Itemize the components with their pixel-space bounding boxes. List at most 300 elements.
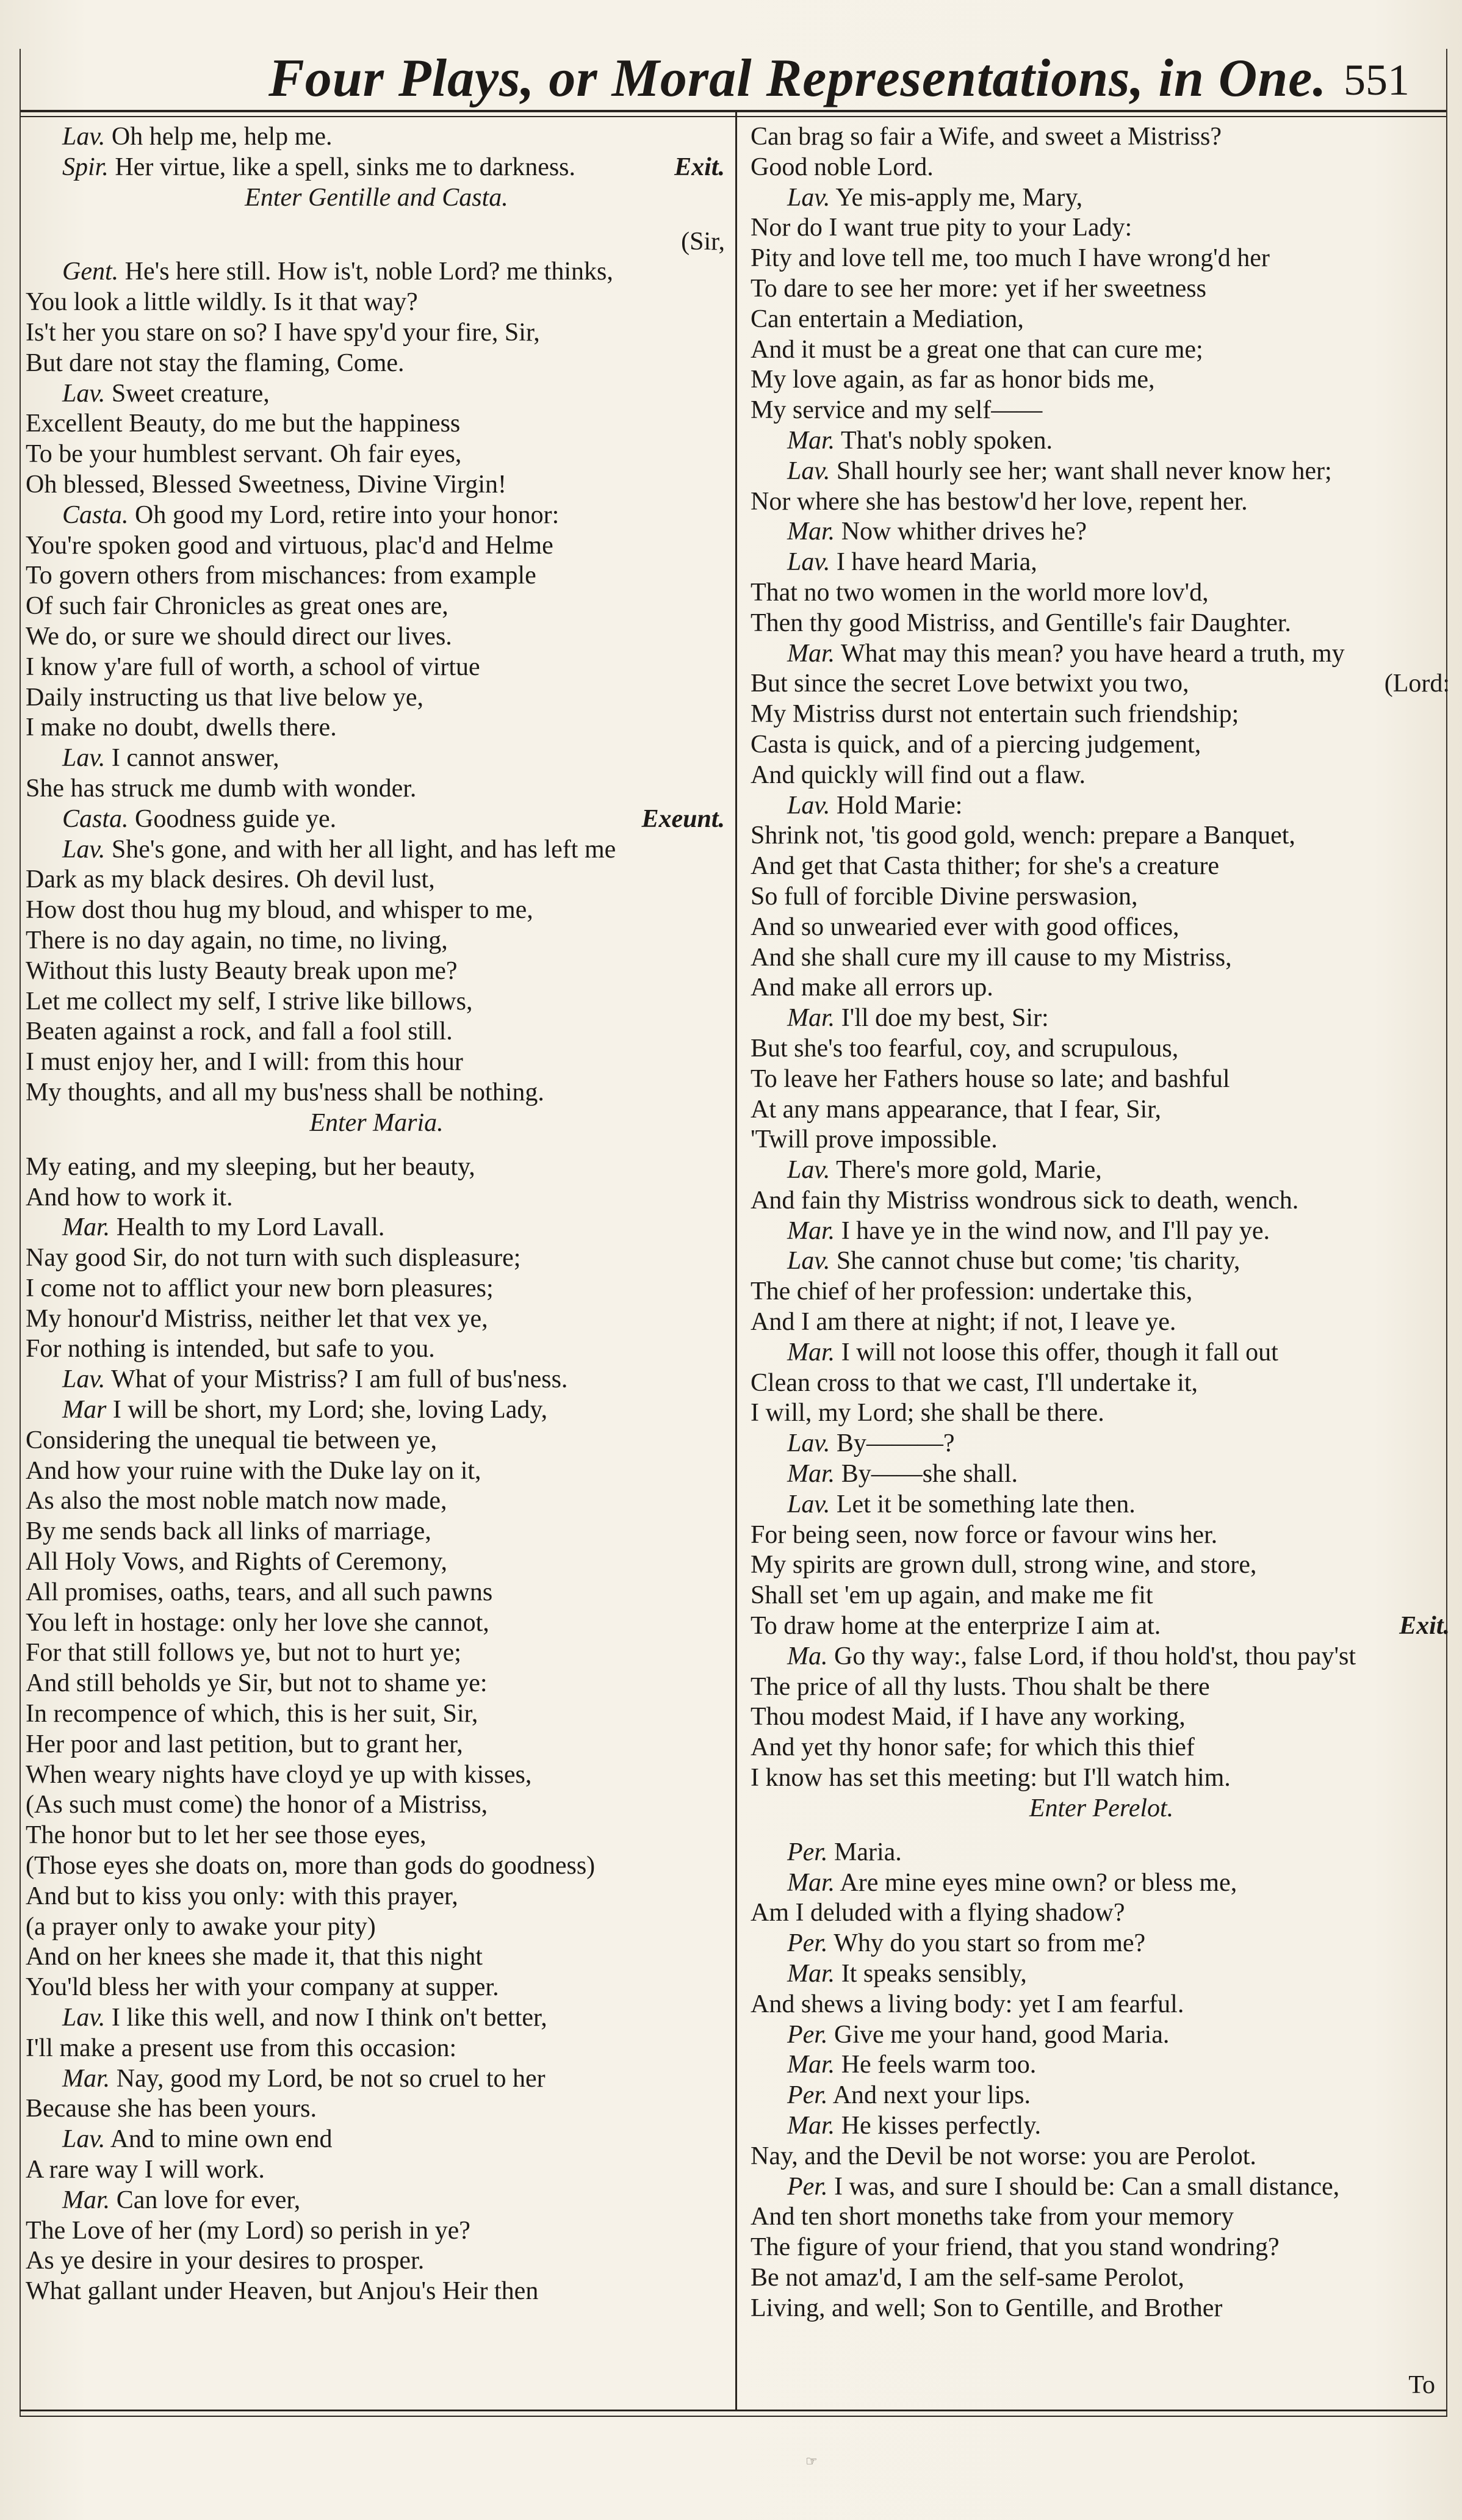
catchword: To [1408, 2371, 1435, 2399]
line-text: That's nobly spoken. [840, 426, 1053, 455]
line-text: I will not loose this offer, though it fall out [841, 1338, 1278, 1367]
verse-line [751, 1186, 1452, 1216]
verse-line [26, 439, 727, 470]
verse-line [751, 1838, 1452, 1868]
verse-line [26, 652, 727, 683]
verse-line [26, 1183, 727, 1213]
speaker-prefix: Lav. [62, 1365, 106, 1394]
line-text: Ye mis-apply me, Mary, [835, 183, 1083, 212]
speaker-prefix: Mar. [787, 639, 835, 668]
line-text: Because she has been yours. [26, 2095, 317, 2123]
margin-note: (Lord: [1384, 670, 1450, 698]
speaker-prefix: Lav. [62, 2004, 106, 2032]
speaker-prefix: Mar. [787, 2051, 835, 2079]
verse-line [751, 457, 1452, 487]
speaker-prefix: Spir. [62, 153, 109, 181]
line-text: I make no doubt, dwells there. [26, 713, 337, 742]
line-text: Pity and love tell me, too much I have wrong'd her [751, 244, 1270, 273]
speaker-prefix: Lav. [787, 457, 830, 485]
verse-line [26, 1790, 727, 1821]
line-text: Oh blessed, Blessed Sweetness, Divine Virgin! [26, 470, 507, 499]
line-text: By——she shall. [841, 1460, 1018, 1489]
line-text: Can entertain a Mediation, [751, 305, 1024, 333]
verse-line [26, 1851, 727, 1882]
line-text: By———? [836, 1429, 955, 1458]
line-text: We do, or sure we should direct our lives. [26, 622, 452, 651]
verse-line [26, 287, 727, 318]
line-text: My love again, as far as honor bids me, [751, 366, 1155, 394]
line-text: A rare way I will work. [26, 2156, 265, 2184]
line-text: To be your humblest servant. Oh fair eyes, [26, 440, 462, 469]
speaker-prefix: Mar. [62, 2064, 110, 2093]
column-divider [735, 111, 737, 2411]
verse-line [26, 2064, 727, 2095]
verse-line [751, 244, 1452, 274]
speaker-prefix: Lav. [787, 1156, 830, 1185]
line-text: Good noble Lord. [751, 153, 934, 181]
verse-line [751, 1003, 1452, 1034]
verse-line [26, 379, 727, 410]
verse-line [26, 470, 727, 500]
verse-line [751, 882, 1452, 912]
speaker-prefix: Lav. [62, 2125, 106, 2154]
line-text: The Love of her (my Lord) so perish in ye? [26, 2216, 470, 2245]
line-text: In recompence of which, this is her suit, Sir, [26, 1700, 478, 1728]
verse-line [751, 1459, 1452, 1490]
verse-line [26, 1821, 727, 1851]
verse-line [751, 639, 1452, 670]
line-text: I must enjoy her, and I will: from this hour [26, 1048, 463, 1077]
speaker-prefix: Mar. [62, 2186, 110, 2214]
line-text: I'll make a present use from this occasion: [26, 2034, 457, 2062]
verse-line [26, 1760, 727, 1791]
line-text: Shall set 'em up again, and make me fit [751, 1581, 1153, 1610]
verse-line [751, 2233, 1452, 2263]
margin-note: Exeunt. [641, 804, 725, 833]
speaker-prefix: Lav. [787, 548, 830, 577]
verse-line [26, 1078, 727, 1108]
verse-line [751, 487, 1452, 518]
verse-line [26, 1973, 727, 2003]
verse-line [751, 1763, 1452, 1794]
verse-line [26, 743, 727, 774]
line-text: Let it be something late then. [836, 1490, 1136, 1518]
verse-line [751, 517, 1452, 547]
verse-line [26, 1669, 727, 1699]
speaker-prefix: Mar. [787, 518, 835, 546]
verse-line [751, 153, 1452, 183]
line-text: As ye desire in your desires to prosper. [26, 2247, 425, 2275]
verse-line [26, 1395, 727, 1426]
speaker-prefix: Casta. [62, 804, 129, 833]
verse-line [26, 1882, 727, 1912]
line-text: Beaten against a rock, and fall a fool still. [26, 1017, 453, 1046]
line-text: I'll doe my best, Sir: [841, 1004, 1049, 1033]
verse-line [26, 2125, 727, 2155]
verse-line [26, 1486, 727, 1517]
line-text: (Those eyes she doats on, more than gods do goodness) [26, 1852, 596, 1880]
line-text: Shrink not, 'tis good gold, wench: prepare a Banquet, [751, 821, 1295, 850]
line-text: As also the most noble match now made, [26, 1487, 447, 1515]
margin-note: Exit. [1399, 1612, 1450, 1641]
verse-line [751, 1868, 1452, 1899]
line-text: Then thy good Mistriss, and Gentille's fair Daughter. [751, 608, 1291, 637]
line-text: So full of forcible Divine perswasion, [751, 882, 1138, 911]
line-text: Excellent Beauty, do me but the happiness [26, 410, 461, 438]
line-text: Sweet creature, [111, 379, 270, 408]
verse-line [26, 1047, 727, 1078]
line-text: Is't her you stare on so? I have spy'd your fire, Sir, [26, 318, 540, 347]
line-text: What gallant under Heaven, but Anjou's Heir then [26, 2277, 539, 2306]
line-text: And next your lips. [832, 2081, 1031, 2110]
speaker-prefix: Per. [787, 2020, 828, 2049]
verse-line [751, 2172, 1452, 2203]
line-text: I was, and sure I should be: Can a small distance, [834, 2172, 1340, 2201]
verse-line [751, 1125, 1452, 1155]
stage-direction [751, 1794, 1452, 1838]
verse-line [751, 973, 1452, 1003]
verse-line [751, 395, 1452, 426]
verse-line [26, 987, 727, 1017]
line-text: She's gone, and with her all light, and has left me [111, 835, 616, 864]
verse-line [751, 274, 1452, 305]
verse-line [751, 1702, 1452, 1733]
verse-line [751, 730, 1452, 760]
line-text: Thou modest Maid, if I have any working, [751, 1703, 1186, 1731]
left-text-column [26, 122, 727, 2307]
line-text: Of such fair Chronicles as great ones are, [26, 592, 448, 621]
verse-line [26, 1274, 727, 1304]
verse-line [751, 2020, 1452, 2051]
bottom-rule-thin [20, 2416, 1447, 2417]
verse-line [26, 1304, 727, 1335]
line-text: Go thy way:, false Lord, if thou hold'st, thou pay'st [834, 1642, 1356, 1670]
verse-line [751, 1307, 1452, 1338]
speaker-prefix: Mar. [787, 1338, 835, 1367]
verse-line [26, 1912, 727, 1943]
line-text: But dare not stay the flaming, Come. [26, 348, 405, 377]
line-text: To govern others from mischances: from example [26, 561, 536, 590]
verse-line [751, 365, 1452, 395]
line-text: Now whither drives he? [841, 518, 1087, 546]
verse-line [751, 1277, 1452, 1307]
line-text: I cannot answer, [111, 744, 279, 773]
verse-line [26, 1942, 727, 1973]
verse-line [26, 1426, 727, 1456]
running-title: Four Plays, or Moral Representations, in One. [268, 49, 1327, 108]
line-text: And shews a living body: yet I am fearful. [751, 1990, 1184, 2018]
line-text: There is no day again, no time, no living, [26, 926, 448, 955]
line-text: I will be short, my Lord; she, loving Lady, [112, 1396, 548, 1424]
line-text: All promises, oaths, tears, and all such pawns [26, 1578, 493, 1606]
line-text: I have ye in the wind now, and I'll pay ye. [841, 1216, 1270, 1245]
stage-direction-text: Enter Gentille and Casta. [245, 183, 508, 212]
line-text: My thoughts, and all my bus'ness shall be nothing. [26, 1078, 544, 1107]
verse-line [751, 1611, 1452, 1642]
line-text: And how to work it. [26, 1183, 233, 1211]
verse-line [26, 531, 727, 561]
line-text: I have heard Maria, [836, 548, 1037, 577]
speaker-prefix: Mar. [787, 1216, 835, 1245]
stage-direction [26, 1108, 727, 1152]
verse-line [751, 1898, 1452, 1929]
verse-line [26, 895, 727, 926]
line-text: You're spoken good and virtuous, plac'd and Helme [26, 531, 553, 560]
line-text: To leave her Fathers house so late; and bashful [751, 1064, 1230, 1093]
line-text: (As such must come) the honor of a Mistriss, [26, 1791, 488, 1819]
line-text: Considering the unequal tie between ye, [26, 1426, 438, 1454]
stage-direction-text: Enter Perelot. [1029, 1794, 1174, 1822]
verse-line [26, 2216, 727, 2247]
verse-line [26, 1730, 727, 1760]
line-text: I know has set this meeting: but I'll watch him. [751, 1764, 1231, 1793]
line-text: To draw home at the enterprize I aim at. [751, 1612, 1161, 1641]
verse-line [751, 2050, 1452, 2081]
top-rule-thin [20, 116, 1447, 117]
verse-line [751, 608, 1452, 639]
verse-line [751, 1550, 1452, 1581]
verse-line [26, 1547, 727, 1578]
verse-line [26, 2034, 727, 2064]
line-text: Nor do I want true pity to your Lady: [751, 214, 1133, 242]
verse-line [751, 1246, 1452, 1277]
line-text: And get that Casta thither; for she's a creature [751, 852, 1219, 881]
line-text: And quickly will find out a flaw. [751, 760, 1086, 789]
verse-line [751, 426, 1452, 457]
line-text: To dare to see her more: yet if her sweetness [751, 274, 1206, 303]
line-text: Casta is quick, and of a piercing judgement, [751, 730, 1201, 759]
line-text: Nay, and the Devil be not worse: you are Perolot. [751, 2142, 1256, 2170]
line-text: Clean cross to that we cast, I'll undertake it, [751, 1368, 1198, 1397]
line-text: And ten short moneths take from your memory [751, 2203, 1234, 2231]
verse-line [26, 1152, 727, 1183]
line-text: Nay, good my Lord, be not so cruel to her [116, 2064, 546, 2093]
line-text: You'ld bless her with your company at supper. [26, 1973, 499, 2002]
line-text: How dost thou hug my bloud, and whisper to me, [26, 896, 533, 925]
verse-line [26, 1213, 727, 1243]
verse-line [26, 318, 727, 348]
verse-line [751, 760, 1452, 791]
line-text: Am I deluded with a flying shadow? [751, 1899, 1125, 1927]
verse-line [26, 257, 727, 287]
line-text: And fain thy Mistriss wondrous sick to death, wench. [751, 1186, 1299, 1215]
line-text: That no two women in the world more lov'd, [751, 578, 1209, 607]
verse-line [26, 591, 727, 622]
speaker-prefix: Lav. [787, 1429, 830, 1458]
line-text: The price of all thy lusts. Thou shalt be there [751, 1672, 1210, 1701]
line-text: Why do you start so from me? [834, 1929, 1146, 1958]
line-text: Her poor and last petition, but to grant her, [26, 1730, 463, 1758]
verse-line [26, 2276, 727, 2307]
verse-line [751, 791, 1452, 821]
line-text: For that still follows ye, but not to hurt ye; [26, 1639, 461, 1667]
speaker-prefix: Per. [787, 2081, 828, 2110]
line-text: Be not amaz'd, I am the self-same Perolot, [751, 2263, 1184, 2292]
verse-line [751, 699, 1452, 730]
line-text: All Holy Vows, and Rights of Ceremony, [26, 1548, 448, 1576]
verse-line [751, 1398, 1452, 1429]
verse-line [26, 500, 727, 531]
margin-note: (Sir, [681, 227, 725, 256]
line-text: I will, my Lord; she shall be there. [751, 1399, 1104, 1428]
verse-line [26, 227, 727, 258]
line-text: Daily instructing us that live below ye, [26, 683, 424, 712]
line-text: And on her knees she made it, that this night [26, 1943, 483, 1971]
verse-line [751, 1642, 1452, 1672]
line-text: My honour'd Mistriss, neither let that vex ye, [26, 1304, 488, 1333]
verse-line [751, 912, 1452, 943]
verse-line [26, 2003, 727, 2034]
line-text: And yet thy honor safe; for which this thief [751, 1733, 1195, 1762]
line-text: Goodness guide ye. [135, 804, 337, 833]
verse-line [26, 348, 727, 379]
stage-direction-text: Enter Maria. [309, 1108, 444, 1137]
verse-line [751, 669, 1452, 699]
line-text: And it must be a great one that can cure me; [751, 335, 1203, 364]
speaker-prefix: Lav. [787, 183, 830, 212]
verse-line [26, 713, 727, 743]
line-text: Can brag so fair a Wife, and sweet a Mistriss? [751, 123, 1222, 151]
verse-line [26, 561, 727, 591]
page-number: 551 [1344, 56, 1410, 104]
line-text: And she shall cure my ill cause to my Mistriss, [751, 943, 1232, 972]
line-text: Give me your hand, good Maria. [834, 2020, 1170, 2049]
bottom-mark: ☞ [805, 2453, 818, 2469]
verse-line [26, 804, 727, 835]
line-text: And so unwearied ever with good offices, [751, 912, 1179, 941]
line-text: For being seen, now force or favour wins her. [751, 1520, 1218, 1549]
verse-line [26, 1334, 727, 1365]
verse-line [26, 153, 727, 183]
line-text: What may this mean? you have heard a truth, my [840, 639, 1345, 668]
line-text: But she's too fearful, coy, and scrupulous, [751, 1034, 1179, 1063]
line-text: And to mine own end [110, 2125, 333, 2154]
line-text: Without this lusty Beauty break upon me? [26, 956, 458, 985]
line-text: I know y'are full of worth, a school of virtue [26, 652, 480, 681]
verse-line [26, 1578, 727, 1608]
verse-line [26, 926, 727, 956]
speaker-prefix: Mar [62, 1396, 107, 1424]
speaker-prefix: Lav. [787, 1490, 830, 1518]
verse-line [26, 1243, 727, 1274]
line-text: Shall hourly see her; want shall never know her; [836, 457, 1332, 485]
line-text: There's more gold, Marie, [836, 1156, 1102, 1185]
top-rule [20, 110, 1447, 112]
line-text: For nothing is intended, but safe to you. [26, 1335, 435, 1363]
line-text: Dark as my black desires. Oh devil lust, [26, 865, 435, 894]
line-text: I come not to afflict your new born pleasures; [26, 1274, 494, 1302]
verse-line [26, 2246, 727, 2276]
verse-line [751, 2294, 1452, 2324]
verse-line [751, 1990, 1452, 2020]
verse-line [26, 2155, 727, 2186]
verse-line [751, 1034, 1452, 1064]
verse-line [751, 1490, 1452, 1520]
verse-line [751, 1155, 1452, 1186]
speaker-prefix: Lav. [787, 1247, 830, 1276]
verse-line [26, 1517, 727, 1547]
verse-line [26, 622, 727, 652]
line-text: You left in hostage: only her love she cannot, [26, 1608, 489, 1637]
line-text: But since the secret Love betwixt you two, [751, 670, 1189, 698]
speaker-prefix: Mar. [787, 426, 835, 455]
line-text: 'Twill prove impossible. [751, 1125, 998, 1154]
line-text: And how your ruine with the Duke lay on it, [26, 1456, 481, 1485]
line-text: The figure of your friend, that you stand wondring? [751, 2233, 1280, 2262]
line-text: It speaks sensibly, [841, 1960, 1027, 1988]
left-border-rule [20, 49, 21, 2417]
line-text: And still beholds ye Sir, but not to shame ye: [26, 1669, 488, 1698]
verse-line [751, 1216, 1452, 1247]
line-text: My Mistriss durst not entertain such friendship; [751, 700, 1239, 729]
line-text: Hold Marie: [836, 791, 963, 820]
line-text: I like this well, and now I think on't better, [111, 2004, 547, 2032]
verse-line [751, 2142, 1452, 2172]
verse-line [26, 1365, 727, 1395]
verse-line [751, 821, 1452, 851]
verse-line [26, 1017, 727, 1047]
verse-line [751, 122, 1452, 153]
line-text: He's here still. How is't, noble Lord? me thinks, [124, 258, 613, 286]
line-text: My service and my self—— [751, 396, 1043, 425]
line-text: Health to my Lord Lavall. [116, 1213, 385, 1242]
line-text: Oh good my Lord, retire into your honor: [135, 500, 560, 529]
line-text: My eating, and my sleeping, but her beauty, [26, 1152, 475, 1181]
speaker-prefix: Per. [787, 1929, 828, 1958]
line-text: Are mine eyes mine own? or bless me, [840, 1868, 1237, 1897]
speaker-prefix: Mar. [787, 1960, 835, 1988]
verse-line [26, 409, 727, 439]
right-text-column [751, 122, 1452, 2324]
verse-line [751, 2202, 1452, 2233]
line-text: And I am there at night; if not, I leave ye. [751, 1308, 1176, 1337]
verse-line [751, 547, 1452, 578]
verse-line [26, 956, 727, 987]
speaker-prefix: Mar. [787, 2112, 835, 2140]
verse-line [26, 1699, 727, 1730]
verse-line [26, 865, 727, 895]
verse-line [751, 2111, 1452, 2142]
speaker-prefix: Mar. [787, 1868, 835, 1897]
running-head [37, 43, 1428, 110]
verse-line [751, 183, 1452, 214]
line-text: Her virtue, like a spell, sinks me to darkness. [115, 153, 576, 181]
verse-line [751, 1672, 1452, 1703]
line-text: And but to kiss you only: with this prayer, [26, 1882, 458, 1910]
verse-line [751, 1959, 1452, 1990]
verse-line [751, 943, 1452, 973]
verse-line [26, 683, 727, 713]
line-text: What of your Mistriss? I am full of bus'ness. [111, 1365, 568, 1394]
line-text: The honor but to let her see those eyes, [26, 1821, 427, 1850]
verse-line [751, 1429, 1452, 1459]
verse-line [751, 335, 1452, 366]
line-text: She has struck me dumb with wonder. [26, 774, 417, 803]
line-text: Oh help me, help me. [111, 123, 333, 151]
speaker-prefix: Casta. [62, 500, 129, 529]
line-text: You look a little wildly. Is it that way? [26, 288, 418, 317]
bottom-rule [20, 2410, 1447, 2411]
verse-line [751, 1520, 1452, 1551]
verse-line [751, 2263, 1452, 2294]
verse-line [751, 305, 1452, 335]
line-text: He feels warm too. [841, 2051, 1037, 2079]
line-text: And make all errors up. [751, 973, 993, 1002]
verse-line [751, 1095, 1452, 1125]
verse-line [751, 213, 1452, 244]
verse-line [751, 1368, 1452, 1399]
line-text: Living, and well; Son to Gentille, and Brother [751, 2294, 1223, 2322]
